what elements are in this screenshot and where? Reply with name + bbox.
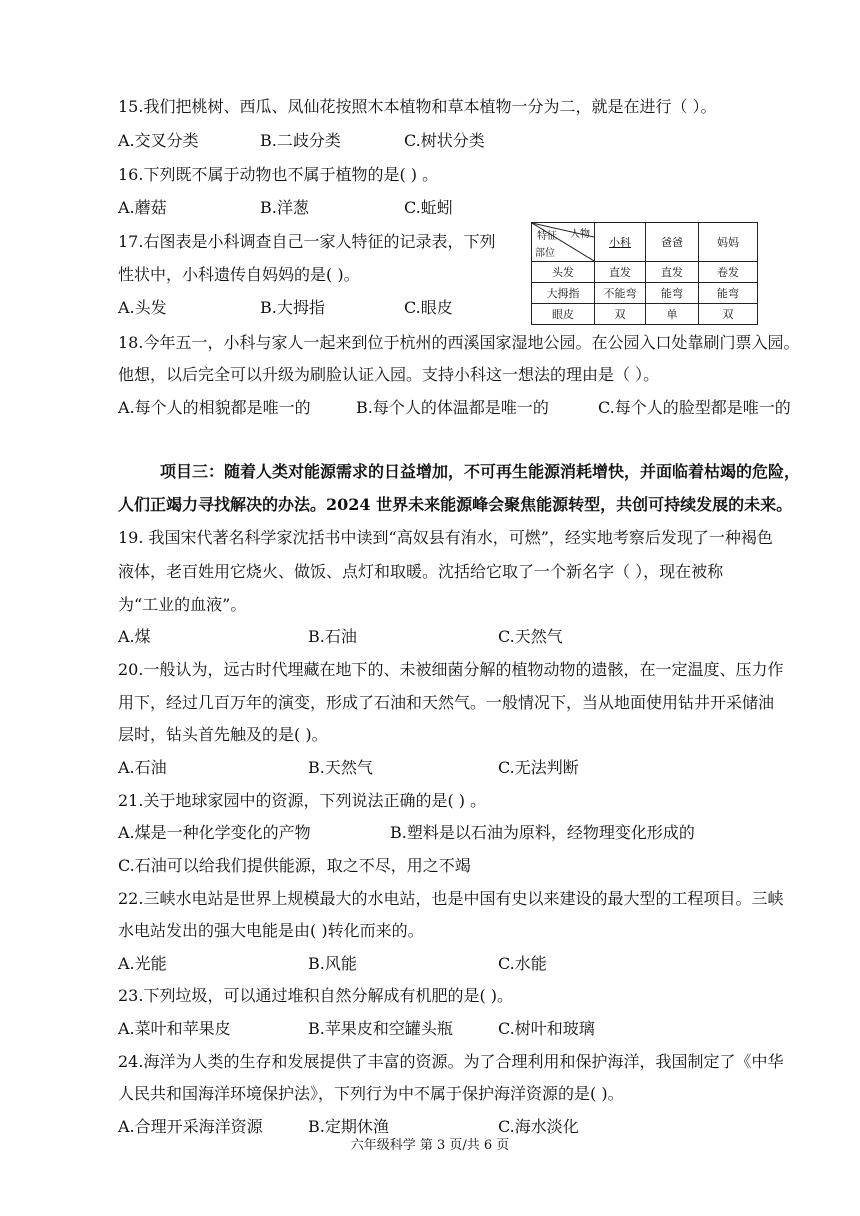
q19-stem-line3: 为“工业的血液”。 bbox=[118, 595, 247, 614]
section3-intro-line2: 人们正竭力寻找解决的办法。2024 世界未来能源峰会聚焦能源转型，共创可持续发展的未来。 bbox=[118, 495, 793, 514]
q24-option-a: A.合理开采海洋资源 bbox=[118, 1117, 263, 1136]
q23-option-c: C.树叶和玻璃 bbox=[498, 1019, 595, 1038]
table-cell: 能弯 bbox=[699, 283, 758, 304]
header-father: 爸爸 bbox=[646, 223, 699, 262]
section3-intro-line1: 项目三：随着人类对能源需求的日益增加，不可再生能源消耗增快，并面临着枯竭的危险， bbox=[160, 462, 801, 481]
q24-option-c: C.海水淡化 bbox=[498, 1117, 579, 1136]
q23-stem: 23.下列垃圾，可以通过堆积自然分解成有机肥的是( )。 bbox=[118, 986, 514, 1005]
header-mother: 妈妈 bbox=[699, 223, 758, 262]
q20-stem-line3: 层时，钻头首先触及的是( )。 bbox=[118, 725, 328, 744]
corner-label-trait: 特征 bbox=[537, 231, 557, 242]
q18-option-b: B.每个人的体温都是唯一的 bbox=[356, 398, 549, 417]
q21-stem: 21.关于地球家园中的资源，下列说法正确的是( ) 。 bbox=[118, 791, 487, 810]
corner-label-person: 人物 bbox=[570, 229, 590, 240]
q17-option-c: C.眼皮 bbox=[404, 298, 453, 317]
q20-stem-line2: 用下，经过几百万年的演变，形成了石油和天然气。一般情况下，当从地面使用钻井开采储油 bbox=[118, 693, 775, 712]
q17-stem-line1: 17.右图表是小科调查自己一家人特征的记录表，下列 bbox=[118, 232, 496, 251]
row-label-thumb: 大拇指 bbox=[532, 283, 595, 304]
q16-option-b: B.洋葱 bbox=[260, 198, 309, 217]
row-label-eyelid: 眼皮 bbox=[532, 304, 595, 325]
table-cell: 能弯 bbox=[646, 283, 699, 304]
q23-option-a: A.菜叶和苹果皮 bbox=[118, 1019, 231, 1038]
row-label-hair: 头发 bbox=[532, 262, 595, 283]
q17-option-a: A.头发 bbox=[118, 298, 167, 317]
q22-option-a: A.光能 bbox=[118, 954, 167, 973]
table-header-row bbox=[532, 223, 758, 262]
q21-option-b: B.塑料是以石油为原料，经物理变化形成的 bbox=[390, 823, 695, 842]
q17-trait-table bbox=[531, 222, 758, 325]
q16-option-a: A.蘑菇 bbox=[118, 198, 167, 217]
corner-label-part: 部位 bbox=[535, 248, 555, 259]
table-row bbox=[532, 283, 758, 304]
q15-option-a: A.交叉分类 bbox=[118, 131, 199, 150]
q24-stem-line1: 24.海洋为人类的生存和发展提供了丰富的资源。为了合理利用和保护海洋，我国制定了《中华 bbox=[118, 1052, 784, 1071]
q19-stem-line2: 液体，老百姓用它烧火、做饭、点灯和取暖。沈括给它取了一个新名字（ ），现在被称 bbox=[118, 562, 724, 581]
q24-stem-line2: 人民共和国海洋环境保护法》，下列行为中不属于保护海洋资源的是( )。 bbox=[118, 1084, 624, 1103]
q15-option-b: B.二歧分类 bbox=[260, 131, 341, 150]
q19-option-b: B.石油 bbox=[308, 627, 357, 646]
q19-stem-line1: 19. 我国宋代著名科学家沈括书中读到“高奴县有洧水，可燃”，经实地考察后发现了一种褐色 bbox=[118, 528, 773, 547]
q18-option-a: A.每个人的相貌都是唯一的 bbox=[118, 398, 311, 417]
q22-stem-line2: 水电站发出的强大电能是由( )转化而来的。 bbox=[118, 921, 424, 940]
q22-stem-line1: 22.三峡水电站是世界上规模最大的水电站，也是中国有史以来建设的最大型的工程项目。三峡 bbox=[118, 889, 784, 908]
table-cell: 直发 bbox=[646, 262, 699, 283]
q18-option-c: C.每个人的脸型都是唯一的 bbox=[598, 398, 791, 417]
q24-option-b: B.定期休渔 bbox=[308, 1117, 389, 1136]
q19-option-a: A.煤 bbox=[118, 627, 151, 646]
table-cell: 单 bbox=[646, 304, 699, 325]
q23-option-b: B.苹果皮和空罐头瓶 bbox=[308, 1019, 453, 1038]
q19-option-c: C.天然气 bbox=[498, 627, 563, 646]
table-cell: 直发 bbox=[595, 262, 646, 283]
table-row bbox=[532, 304, 758, 325]
q17-option-b: B.大拇指 bbox=[260, 298, 325, 317]
q20-option-b: B.天然气 bbox=[308, 758, 373, 777]
q15-stem: 15.我们把桃树、西瓜、凤仙花按照木本植物和草本植物一分为二，就是在进行（ ）。 bbox=[118, 97, 717, 116]
q20-stem-line1: 20.一般认为，远古时代埋藏在地下的、未被细菌分解的植物动物的遗骸，在一定温度、压力作 bbox=[118, 660, 784, 679]
q21-option-c: C.石油可以给我们提供能源，取之不尽，用之不竭 bbox=[118, 856, 471, 875]
q18-stem-line2: 他想，以后完全可以升级为刷脸认证入园。支持小科这一想法的理由是（ ）。 bbox=[118, 365, 660, 384]
q22-option-b: B.风能 bbox=[308, 954, 357, 973]
header-xiaoke: 小科 bbox=[595, 223, 646, 262]
table-cell: 双 bbox=[699, 304, 758, 325]
q20-option-a: A.石油 bbox=[118, 758, 167, 777]
q16-stem: 16.下列既不属于动物也不属于植物的是( ) 。 bbox=[118, 165, 439, 184]
q17-stem-line2: 性状中，小科遗传自妈妈的是( )。 bbox=[118, 265, 360, 284]
q21-option-a: A.煤是一种化学变化的产物 bbox=[118, 823, 311, 842]
table-cell: 不能弯 bbox=[595, 283, 646, 304]
table-cell: 卷发 bbox=[699, 262, 758, 283]
page-footer: 六年级科学 第 3 页/共 6 页 bbox=[350, 1138, 510, 1153]
q16-option-c: C.蚯蚓 bbox=[404, 198, 453, 217]
table-corner-cell bbox=[532, 223, 595, 262]
table-cell: 双 bbox=[595, 304, 646, 325]
q15-option-c: C.树状分类 bbox=[404, 131, 485, 150]
table-row bbox=[532, 262, 758, 283]
q22-option-c: C.水能 bbox=[498, 954, 547, 973]
q20-option-c: C.无法判断 bbox=[498, 758, 579, 777]
q18-stem-line1: 18.今年五一，小科与家人一起来到位于杭州的西溪国家湿地公园。在公园入口处靠刷门票入园。 bbox=[118, 333, 800, 352]
